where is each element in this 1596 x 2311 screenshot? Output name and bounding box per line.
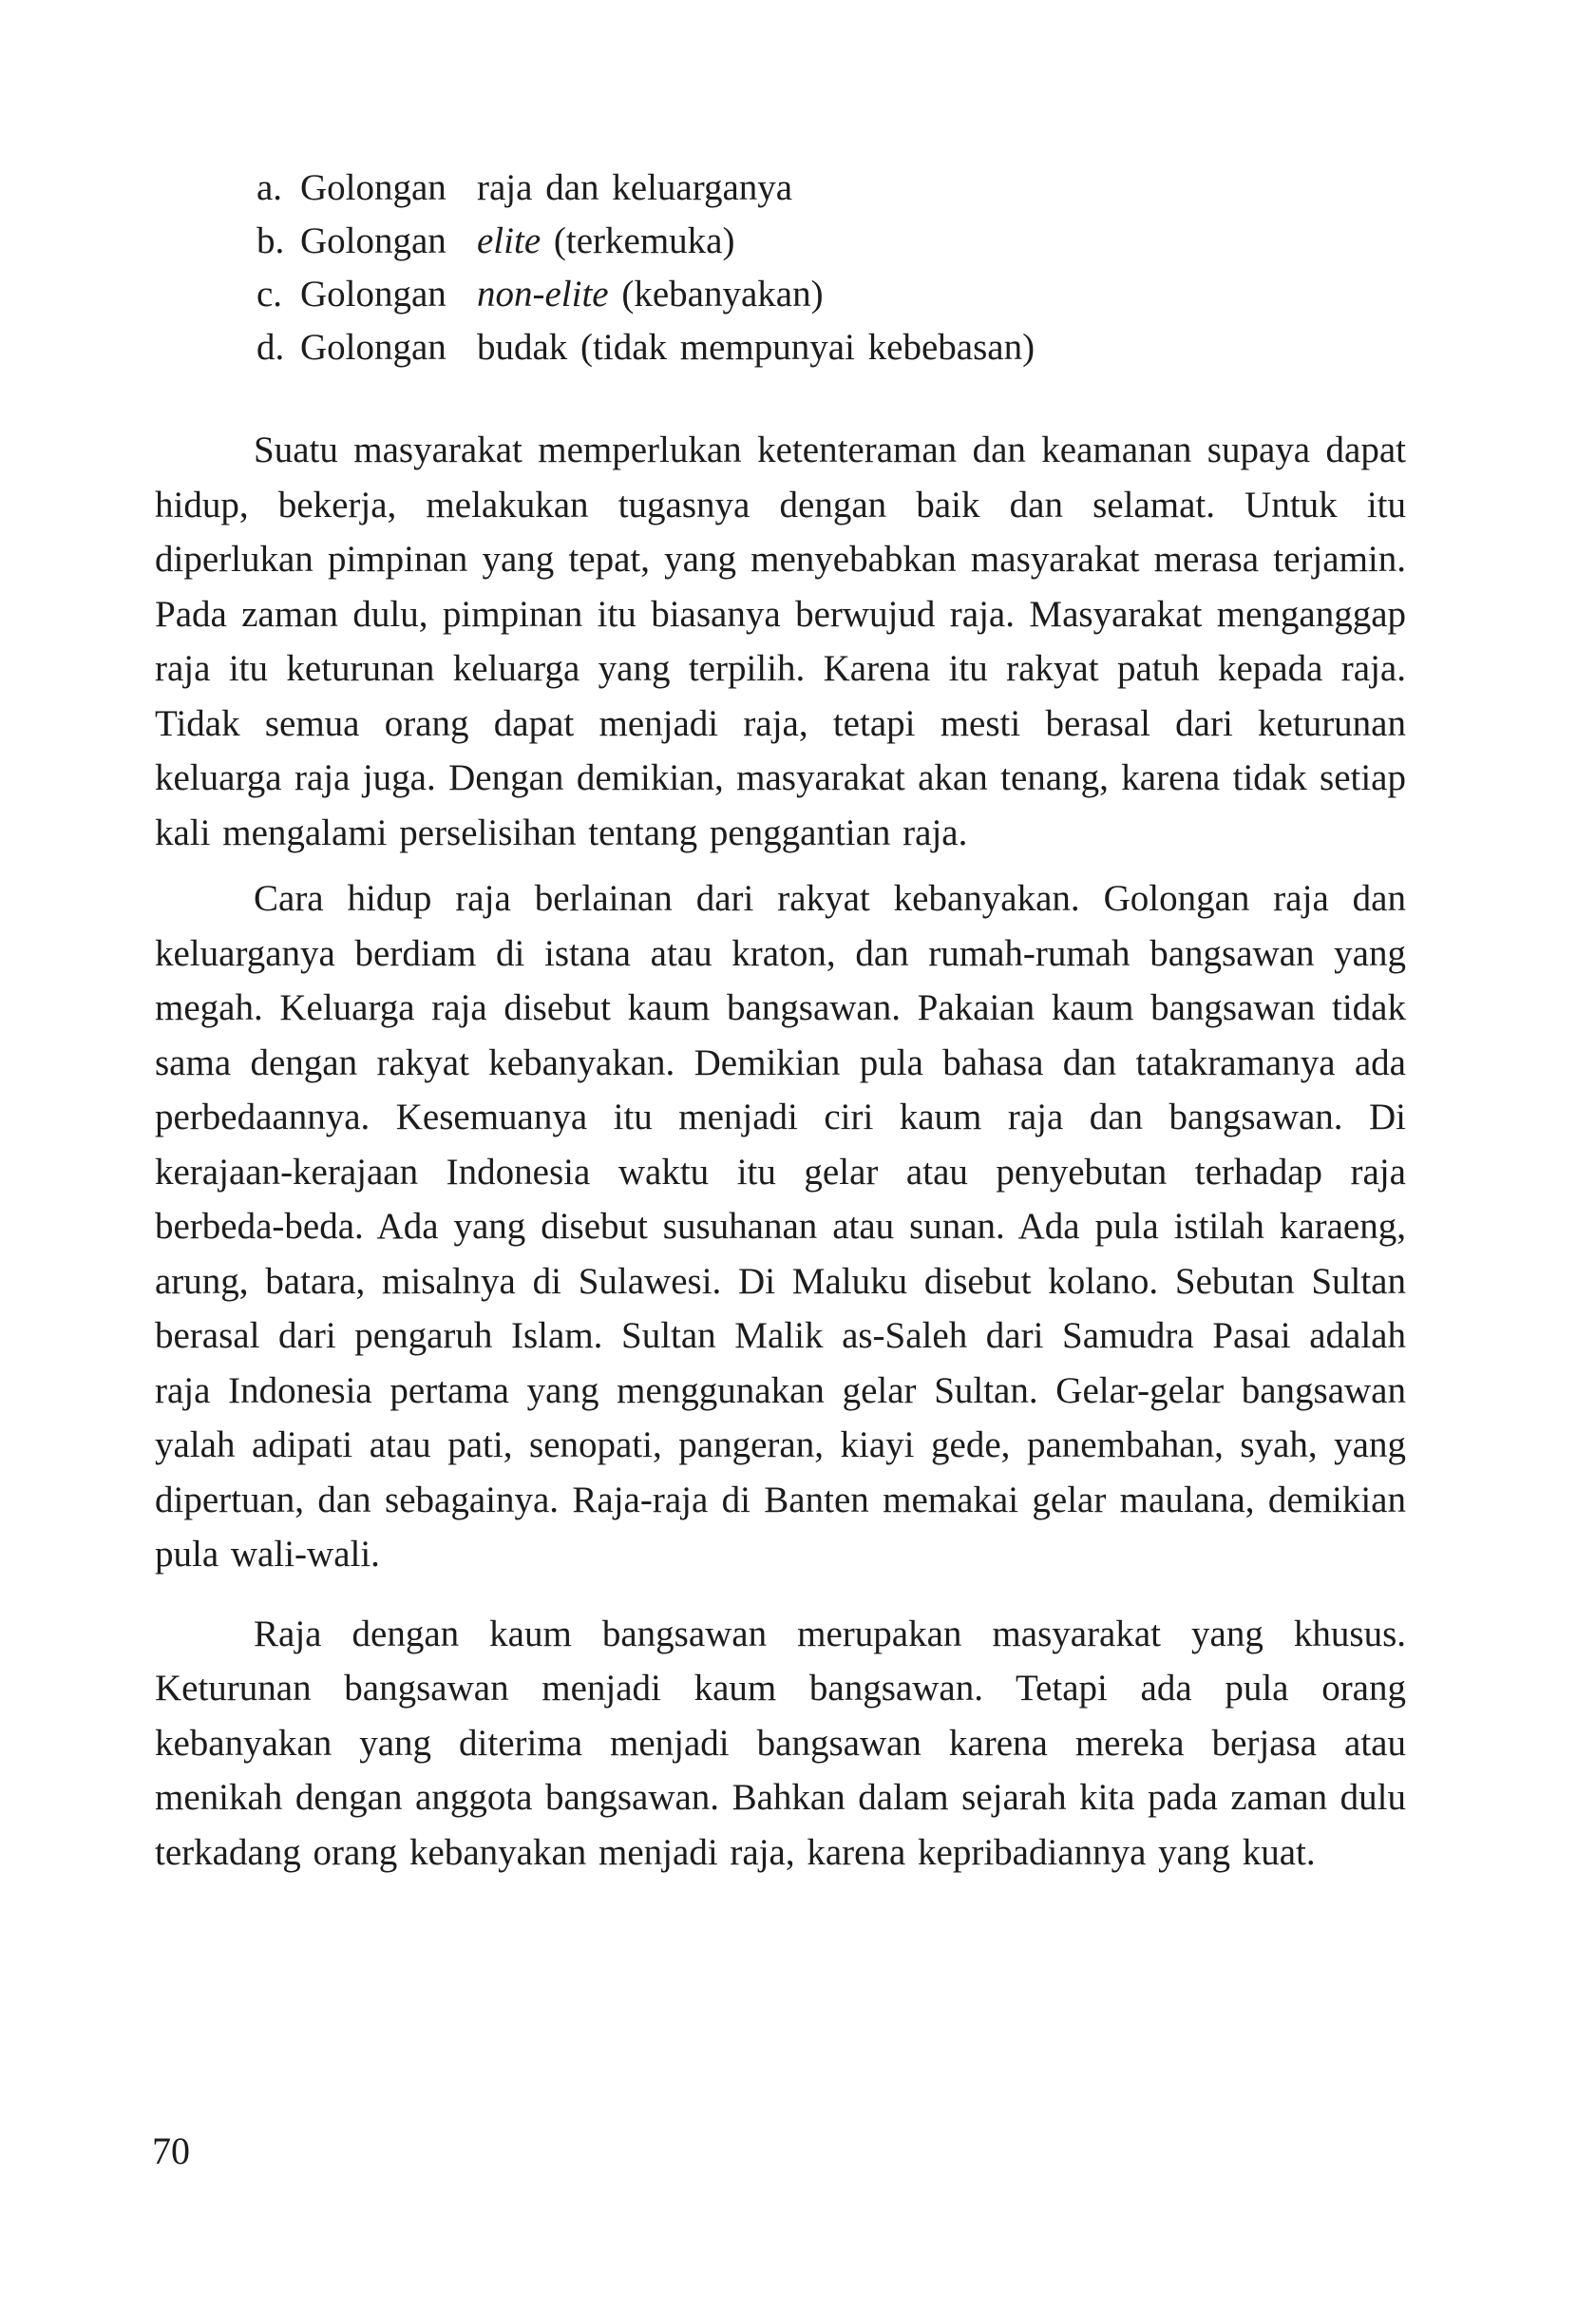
body-text	[155, 423, 1406, 1880]
page-number: 70	[152, 2130, 190, 2172]
list-text: (kebanyakan)	[608, 274, 824, 315]
list-marker: c.	[256, 274, 283, 315]
list-text: (terkemuka)	[541, 220, 735, 261]
list-italic-term: elite	[477, 220, 542, 261]
paragraph: Suatu masyarakat memperlukan ketenteraman dan keamanan supaya dapat hidup, bekerja, melakukan tugasnya dengan baik dan selamat. Untuk itu diperlukan pimpinan yang tepat, yang menyebabkan masyarakat merasa terjamin. Pada zaman dulu, pimpinan itu biasanya berwujud raja. Masyarakat menganggap raja itu keturunan keluarga yang terpilih. Karena itu rakyat patuh kepada raja. Tidak semua orang dapat menjadi raja, tetapi mesti berasal dari keturunan keluarga raja juga. Dengan demikian, masyarakat akan tenang, karena tidak setiap kali mengalami perselisihan tentang penggantian raja.	[155, 430, 1406, 853]
list-word: Golongan	[300, 220, 446, 261]
list-word: Golongan	[300, 167, 446, 208]
list-text: raja dan keluarganya	[477, 167, 793, 208]
paragraph: Cara hidup raja berlainan dari rakyat kebanyakan. Golongan raja dan keluarganya berdiam di istana atau kraton, dan rumah-rumah bangsawan yang megah. Keluarga raja disebut kaum bangsawan. Pakaian kaum bangsawan tidak sama dengan rakyat kebanyakan. Demikian pula bahasa dan tatakramanya ada perbedaannya. Kesemuanya itu menjadi ciri kaum raja dan bangsawan. Di kerajaan-kerajaan Indonesia waktu itu gelar atau penyebutan terhadap raja berbeda-beda. Ada yang disebut susuhanan atau sunan. Ada pula istilah karaeng, arung, batara, misalnya di Sulawesi. Di Maluku disebut kolano. Sebutan Sultan berasal dari pengaruh Islam. Sultan Malik as-Saleh dari Samudra Pasai adalah raja Indonesia pertama yang menggunakan gelar Sultan. Gelar-gelar bangsawan yalah adipati atau pati, senopati, pangeran, kiayi gede, panembahan, syah, yang dipertuan, dan sebagainya. Raja-raja di Banten memakai gelar maulana, demikian pula wali-wali.	[155, 878, 1406, 1575]
list-italic-term: non-elite	[477, 274, 609, 315]
list-word: Golongan	[300, 327, 446, 368]
list-item	[256, 321, 1378, 374]
list-item	[256, 215, 1378, 268]
list-word: Golongan	[300, 274, 446, 315]
list-marker: d.	[256, 327, 285, 368]
list-item	[256, 268, 1378, 321]
list-marker: b.	[256, 220, 285, 261]
list-item	[256, 162, 1378, 215]
list-text: budak (tidak mempunyai kebebasan)	[477, 327, 1036, 368]
list-marker: a.	[256, 167, 283, 208]
golongan-list	[256, 162, 1378, 374]
paragraph: Raja dengan kaum bangsawan merupakan masyarakat yang khusus. Keturunan bangsawan menjadi kaum bangsawan. Tetapi ada pula orang kebanyakan yang diterima menjadi bangsawan karena mereka berjasa atau menikah dengan anggota bangsawan. Bahkan dalam sejarah kita pada zaman dulu terkadang orang kebanyakan menjadi raja, karena kepribadiannya yang kuat.	[155, 1613, 1406, 1873]
